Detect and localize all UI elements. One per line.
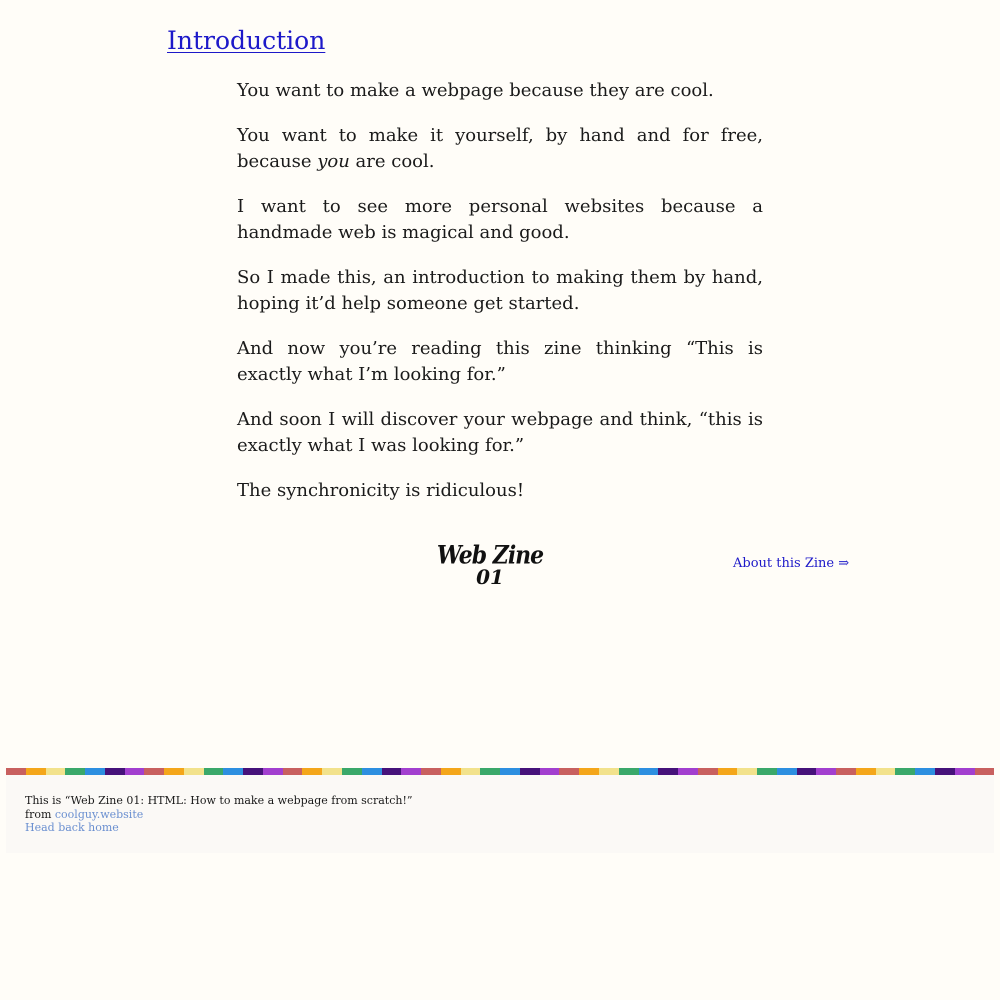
rainbow-segment	[737, 768, 757, 775]
footer-from-line	[25, 808, 975, 822]
paragraph-text: You want to make it yourself, by hand and for free, because	[237, 125, 763, 172]
page-title	[167, 24, 325, 58]
rainbow-segment	[441, 768, 461, 775]
rainbow-segment	[480, 768, 500, 775]
rainbow-segment	[322, 768, 342, 775]
footer-from-label: from	[25, 807, 55, 821]
footer	[6, 775, 994, 853]
rainbow-segment	[658, 768, 678, 775]
paragraph	[237, 194, 763, 246]
rainbow-segment	[85, 768, 105, 775]
paragraph	[237, 265, 763, 317]
rainbow-segment	[579, 768, 599, 775]
rainbow-segment	[46, 768, 66, 775]
rainbow-segment	[698, 768, 718, 775]
article-body	[237, 78, 763, 523]
rainbow-segment	[421, 768, 441, 775]
rainbow-segment	[302, 768, 322, 775]
rainbow-segment	[816, 768, 836, 775]
rainbow-segment	[915, 768, 935, 775]
rainbow-segment	[797, 768, 817, 775]
rainbow-segment	[164, 768, 184, 775]
rainbow-segment	[876, 768, 896, 775]
paragraph-text: are cool.	[349, 151, 435, 172]
rainbow-segment	[283, 768, 303, 775]
rainbow-segment	[975, 768, 995, 775]
web-zine-logo	[436, 538, 544, 589]
rainbow-segment	[540, 768, 560, 775]
paragraph-text: And now you’re reading this zine thinking “This is exactly what I’m looking for.”	[237, 338, 763, 385]
rainbow-segment	[461, 768, 481, 775]
rainbow-segment	[520, 768, 540, 775]
rainbow-segment	[639, 768, 659, 775]
rainbow-segment	[599, 768, 619, 775]
rainbow-segment	[895, 768, 915, 775]
rainbow-segment	[65, 768, 85, 775]
paragraph-text: So I made this, an introduction to making them by hand, hoping it’d help someone get started.	[237, 267, 763, 314]
rainbow-segment	[144, 768, 164, 775]
rainbow-segment	[935, 768, 955, 775]
paragraph-text: You want to make a webpage because they are cool.	[237, 80, 714, 101]
logo-line-1: Web Zine	[436, 539, 544, 570]
footer-zine-title: This is “Web Zine 01: HTML: How to make a webpage from scratch!”	[25, 794, 413, 807]
rainbow-segment	[125, 768, 145, 775]
paragraph-text: And soon I will discover your webpage and think, “this is exactly what I was looking for.”	[237, 409, 763, 456]
rainbow-segment	[223, 768, 243, 775]
logo-line-2: 01	[476, 565, 504, 589]
rainbow-segment	[559, 768, 579, 775]
coolguy-website-link[interactable]: coolguy.website	[54, 807, 144, 821]
rainbow-segment	[26, 768, 46, 775]
paragraph	[237, 478, 763, 504]
rainbow-segment	[204, 768, 224, 775]
rainbow-segment	[6, 768, 26, 775]
paragraph	[237, 78, 763, 104]
introduction-heading-link[interactable]: Introduction	[167, 26, 326, 55]
about-this-zine-link[interactable]: About this Zine ⇒	[733, 556, 850, 571]
rainbow-segment	[836, 768, 856, 775]
paragraph-emphasis: you	[317, 151, 350, 172]
rainbow-segment	[955, 768, 975, 775]
rainbow-segment	[105, 768, 125, 775]
rainbow-segment	[362, 768, 382, 775]
rainbow-segment	[263, 768, 283, 775]
rainbow-segment	[678, 768, 698, 775]
paragraph-text: The synchronicity is ridiculous!	[237, 480, 525, 501]
rainbow-segment	[382, 768, 402, 775]
rainbow-segment	[619, 768, 639, 775]
rainbow-segment	[777, 768, 797, 775]
rainbow-segment	[718, 768, 738, 775]
rainbow-segment	[342, 768, 362, 775]
rainbow-segment	[856, 768, 876, 775]
rainbow-segment	[243, 768, 263, 775]
head-back-home-link[interactable]: Head back home	[25, 821, 119, 834]
rainbow-segment	[500, 768, 520, 775]
rainbow-divider	[6, 768, 994, 775]
rainbow-segment	[757, 768, 777, 775]
rainbow-segment	[401, 768, 421, 775]
footer-home-line	[25, 821, 975, 835]
paragraph	[237, 407, 763, 459]
paragraph	[237, 123, 763, 175]
paragraph-text: I want to see more personal websites because a handmade web is magical and good.	[237, 196, 763, 243]
paragraph	[237, 336, 763, 388]
rainbow-segment	[184, 768, 204, 775]
